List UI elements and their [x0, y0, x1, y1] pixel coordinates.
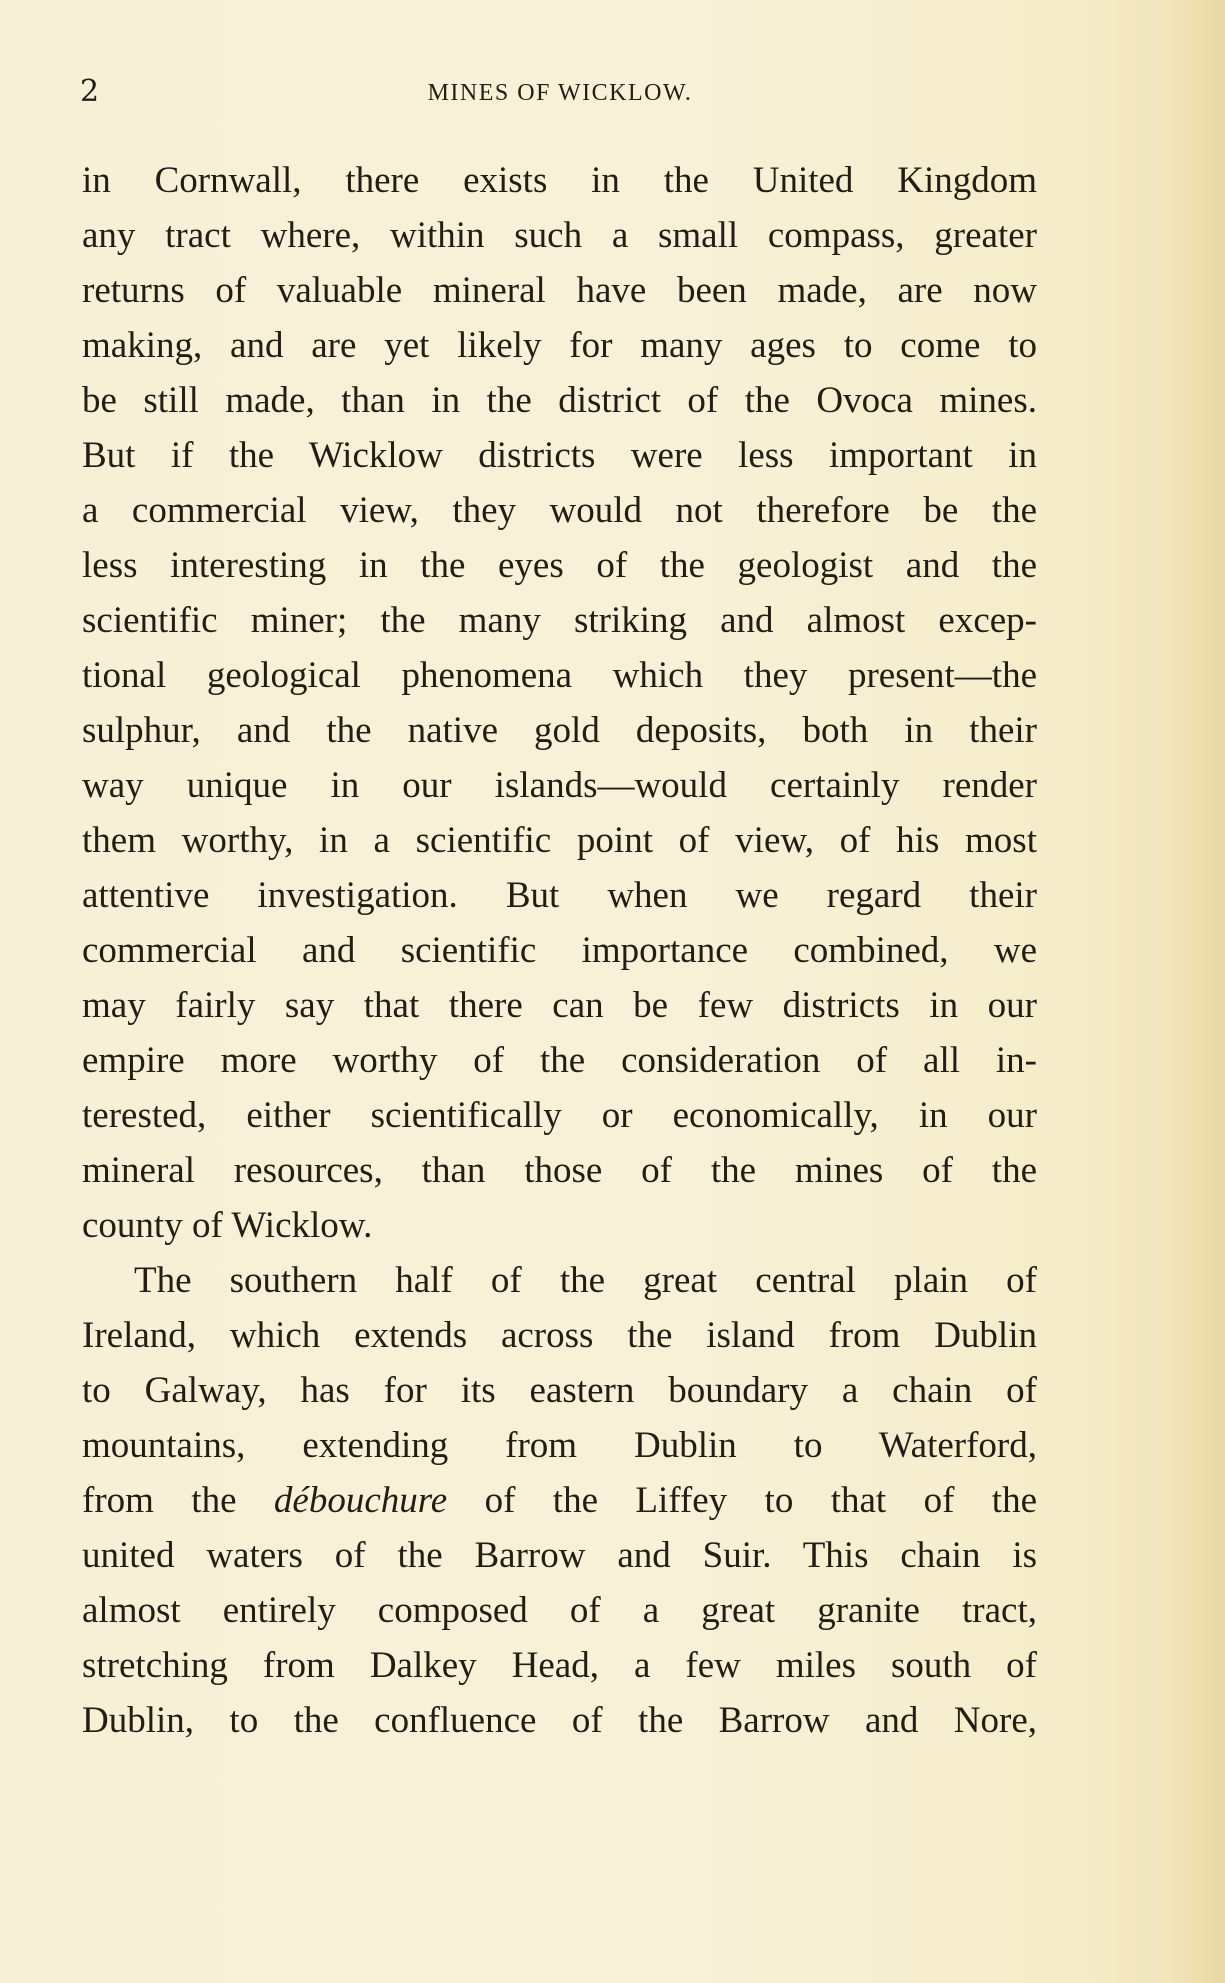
- text-line: be still made, than in the district of the Ovoca mines.: [82, 380, 1037, 421]
- text-span: from the: [82, 1480, 237, 1521]
- running-title: MINES OF WICKLOW.: [427, 80, 693, 106]
- text-line: [82, 1473, 1037, 1528]
- text-line: them worthy, in a scientific point of view, of his most: [82, 820, 1037, 861]
- text-line: terested, either scientifically or economically, in our: [82, 1095, 1037, 1136]
- text-line: But if the Wicklow districts were less important in: [82, 435, 1037, 476]
- text-line: almost entirely composed of a great granite tract,: [82, 1590, 1037, 1631]
- text-span: of the Liffey to that of the: [484, 1480, 1038, 1521]
- text-line: county of Wicklow.: [82, 1205, 373, 1246]
- page-edge-shadow: [1165, 0, 1225, 1983]
- text-line: commercial and scientific importance combined, we: [82, 930, 1037, 971]
- text-line: sulphur, and the native gold deposits, both in their: [82, 710, 1037, 751]
- page-number: 2: [80, 74, 100, 109]
- text-line: tional geological phenomena which they present—the: [82, 655, 1037, 696]
- text-line: to Galway, has for its eastern boundary a chain of: [82, 1370, 1037, 1411]
- body-text: [82, 153, 1037, 1748]
- text-line: returns of valuable mineral have been made, are now: [82, 270, 1037, 311]
- text-line: empire more worthy of the consideration of all in-: [82, 1040, 1037, 1081]
- page-header: [80, 74, 1040, 114]
- text-line: Dublin, to the confluence of the Barrow and Nore,: [82, 1700, 1037, 1741]
- text-line: mineral resources, than those of the mines of the: [82, 1150, 1037, 1191]
- text-line: stretching from Dalkey Head, a few miles south of: [82, 1645, 1037, 1686]
- text-line: may fairly say that there can be few districts in our: [82, 985, 1037, 1026]
- text-line: making, and are yet likely for many ages to come to: [82, 325, 1037, 366]
- text-line: way unique in our islands—would certainly render: [82, 765, 1037, 806]
- text-line: a commercial view, they would not therefore be the: [82, 490, 1037, 531]
- text-line: mountains, extending from Dublin to Waterford,: [82, 1425, 1037, 1466]
- text-line: any tract where, within such a small compass, greater: [82, 215, 1037, 256]
- text-line: The southern half of the great central plain of: [134, 1260, 1037, 1301]
- text-line: united waters of the Barrow and Suir. This chain is: [82, 1535, 1037, 1576]
- text-line: scientific miner; the many striking and almost excep-: [82, 600, 1037, 641]
- text-line: in Cornwall, there exists in the United Kingdom: [82, 160, 1037, 201]
- text-line: attentive investigation. But when we regard their: [82, 875, 1037, 916]
- text-line: Ireland, which extends across the island from Dublin: [82, 1315, 1037, 1356]
- italic-term: débouchure: [273, 1480, 448, 1521]
- text-line: less interesting in the eyes of the geologist and the: [82, 545, 1037, 586]
